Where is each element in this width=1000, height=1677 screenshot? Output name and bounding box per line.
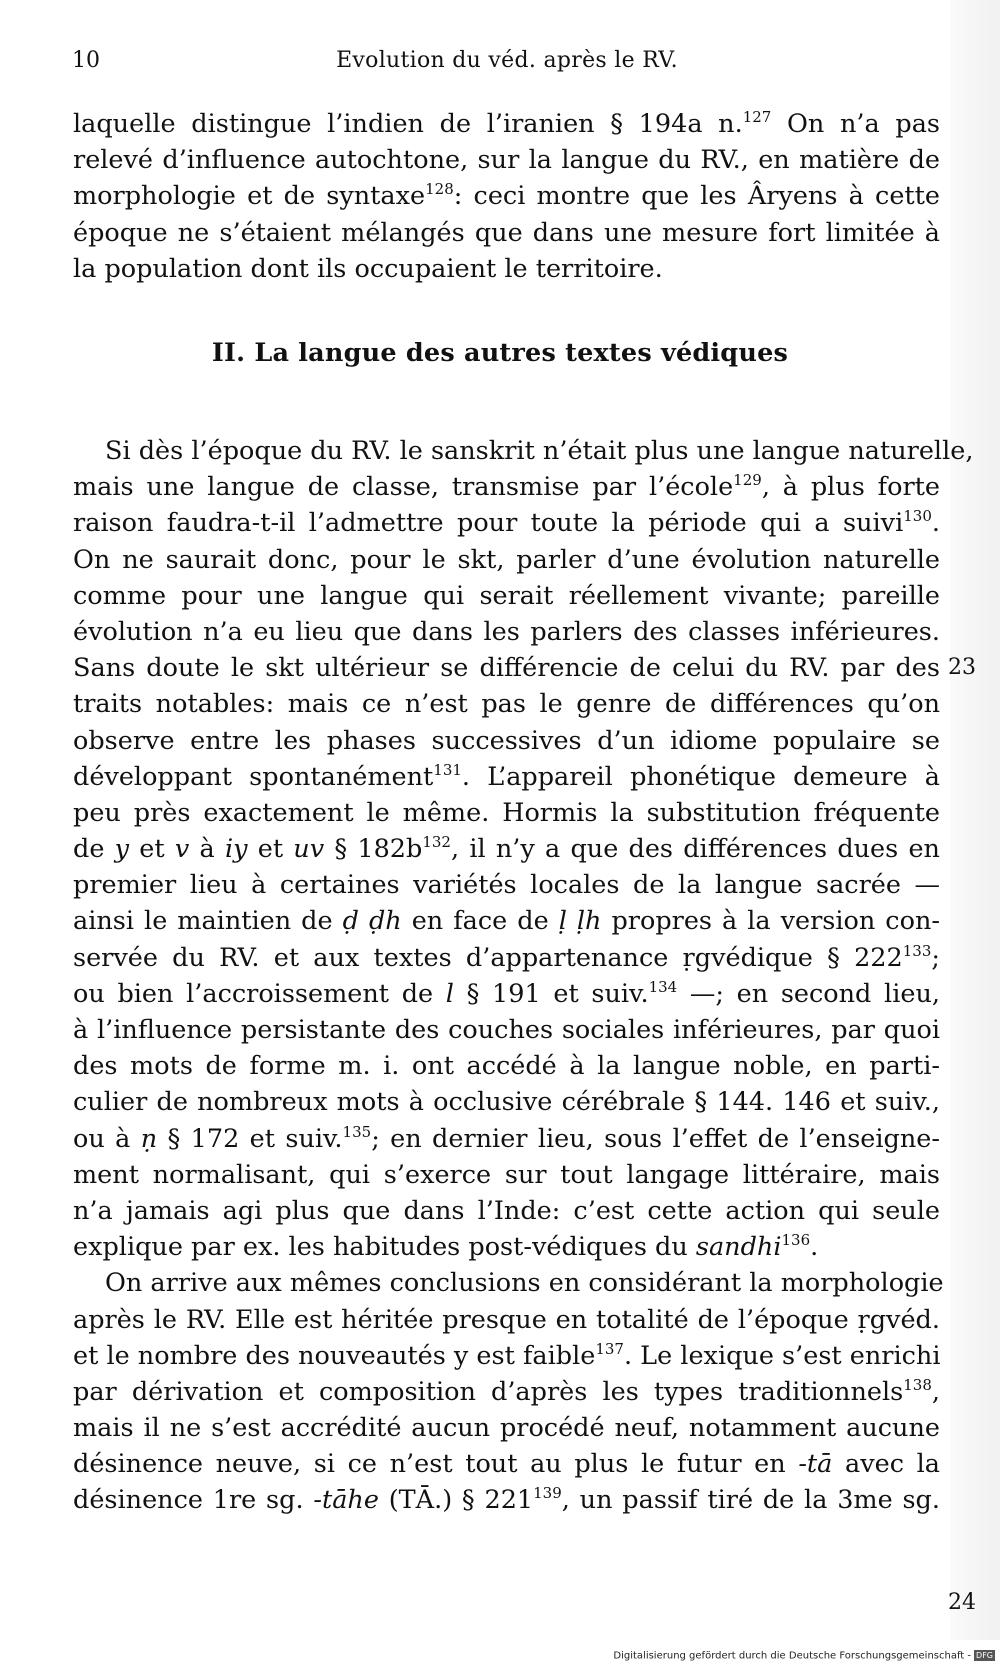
paragraph-intro — [73, 106, 940, 287]
running-head: Evolution du véd. après le RV. — [336, 48, 678, 73]
text-line: développant spontanément$^{131}$. L’appareil phonétique demeure à — [73, 760, 941, 792]
text-line: époque ne s’étaient mélangés que dans une mesure fort limitée à — [73, 217, 940, 248]
text-line: raison faudra-t-il l’admettre pour toute la période qui a suivi$^{130}$. — [73, 507, 940, 539]
text-line: des mots de forme m. i. ont accédé à la langue noble, en parti- — [73, 1051, 940, 1082]
text-line: la population dont ils occupaient le territoire. — [73, 253, 663, 284]
text-line: par dérivation et composition d’après les types traditionnels$^{138}$, — [73, 1375, 940, 1407]
page-header — [72, 44, 942, 84]
text-line: n’a jamais agi plus que dans l’Inde: c’est cette action qui seule — [73, 1195, 940, 1226]
text-line: traits notables: mais ce n’est pas le genre de différences qu’on — [73, 689, 940, 720]
text-line: désinence 1re sg. -tāhe (TĀ.) § $221^{139}$, un passif tiré de la 3me sg. — [73, 1484, 940, 1516]
text-line: Sans doute le skt ultérieur se différencie de celui du RV. par des — [73, 653, 940, 684]
margin-number: 24 — [948, 1590, 976, 1615]
text-line: On ne saurait donc, pour le skt, parler d’une évolution naturelle — [73, 544, 940, 575]
text-line: premier lieu à certaines variétés locales de la langue sacrée — — [73, 870, 940, 901]
text-line: peu près exactement le même. Hormis la substitution fréquente — [73, 797, 940, 828]
text-line: comme pour une langue qui serait réellement vivante; pareille — [73, 580, 940, 611]
text-line: à l’influence persistante des couches sociales inférieures, par quoi — [73, 1015, 940, 1045]
text-line: mais une langue de classe, transmise par l’école$^{129}$, à plus forte — [73, 471, 940, 503]
text-line: culier de nombreux mots à occlusive cérébrale § 144. 146 et suiv., — [73, 1087, 940, 1118]
page-edge-shadow — [950, 0, 1000, 1640]
digitization-credit — [600, 1650, 995, 1670]
margin-number: 23 — [948, 655, 976, 680]
text-line: mais il ne s’est accrédité aucun procédé neuf, notamment aucune — [73, 1413, 940, 1444]
text-line: explique par ex. les habitudes post-védiques du sandhi$^{136}$. — [73, 1231, 819, 1263]
page-number: 10 — [72, 48, 100, 73]
text-line: relevé d’influence autochtone, sur la langue du RV., en matière de — [73, 145, 940, 176]
text-line: désinence neuve, si ce n’est tout au plus le futur en -tā avec la — [73, 1449, 940, 1480]
text-line: Si dès l’époque du RV. le sanskrit n’était plus une langue naturelle, — [105, 436, 974, 466]
text-line: morphologie et de syntaxe$^{128}$: ceci montre que les Âryens à cette — [73, 180, 940, 212]
text-line: laquelle distingue l’indien de l’iranien § 194a n.$^{127}$ On n’a pas — [73, 108, 940, 139]
text-line: ainsi le maintien de ḍ ḍh en face de ḷ ḷh propres à la version con- — [73, 906, 940, 937]
text-line: et le nombre des nouveautés y est faible$^{137}$. Le lexique s’est enrichi — [73, 1339, 941, 1371]
section-title: II. La langue des autres textes védiques — [211, 338, 789, 368]
text-line: ment normalisant, qui s’exerce sur tout langage littéraire, mais — [73, 1159, 940, 1190]
text-line: ou à ṇ § 172 et suiv.$^{135}$; en dernier lieu, sous l’effet de l’enseigne- — [73, 1122, 940, 1154]
credit-text: Digitalisierung gefördert durch die Deutsche Forschungsgemeinschaft - — [613, 1650, 972, 1662]
text-line: servée du RV. et aux textes d’appartenance ṛgvédique § $222^{133}$; — [73, 941, 940, 973]
text-line: ou bien l’accroissement de l § 191 et suiv.$^{134}$ —; en second lieu, — [73, 977, 940, 1009]
text-line: de y et v à iy et uv § $182b^{132}$, il n’y a que des différences dues en — [73, 833, 940, 865]
text-line: évolution n’a eu lieu que dans les parlers des classes inférieures. — [73, 616, 940, 647]
text-line: observe entre les phases successives d’un idiome populaire se — [73, 725, 940, 756]
text-line: On arrive aux mêmes conclusions en considérant la morphologie — [105, 1268, 944, 1299]
text-line: après le RV. Elle est héritée presque en totalité de l’époque ṛgvéd. — [73, 1304, 940, 1335]
dfg-logo: DFG — [976, 1651, 993, 1660]
